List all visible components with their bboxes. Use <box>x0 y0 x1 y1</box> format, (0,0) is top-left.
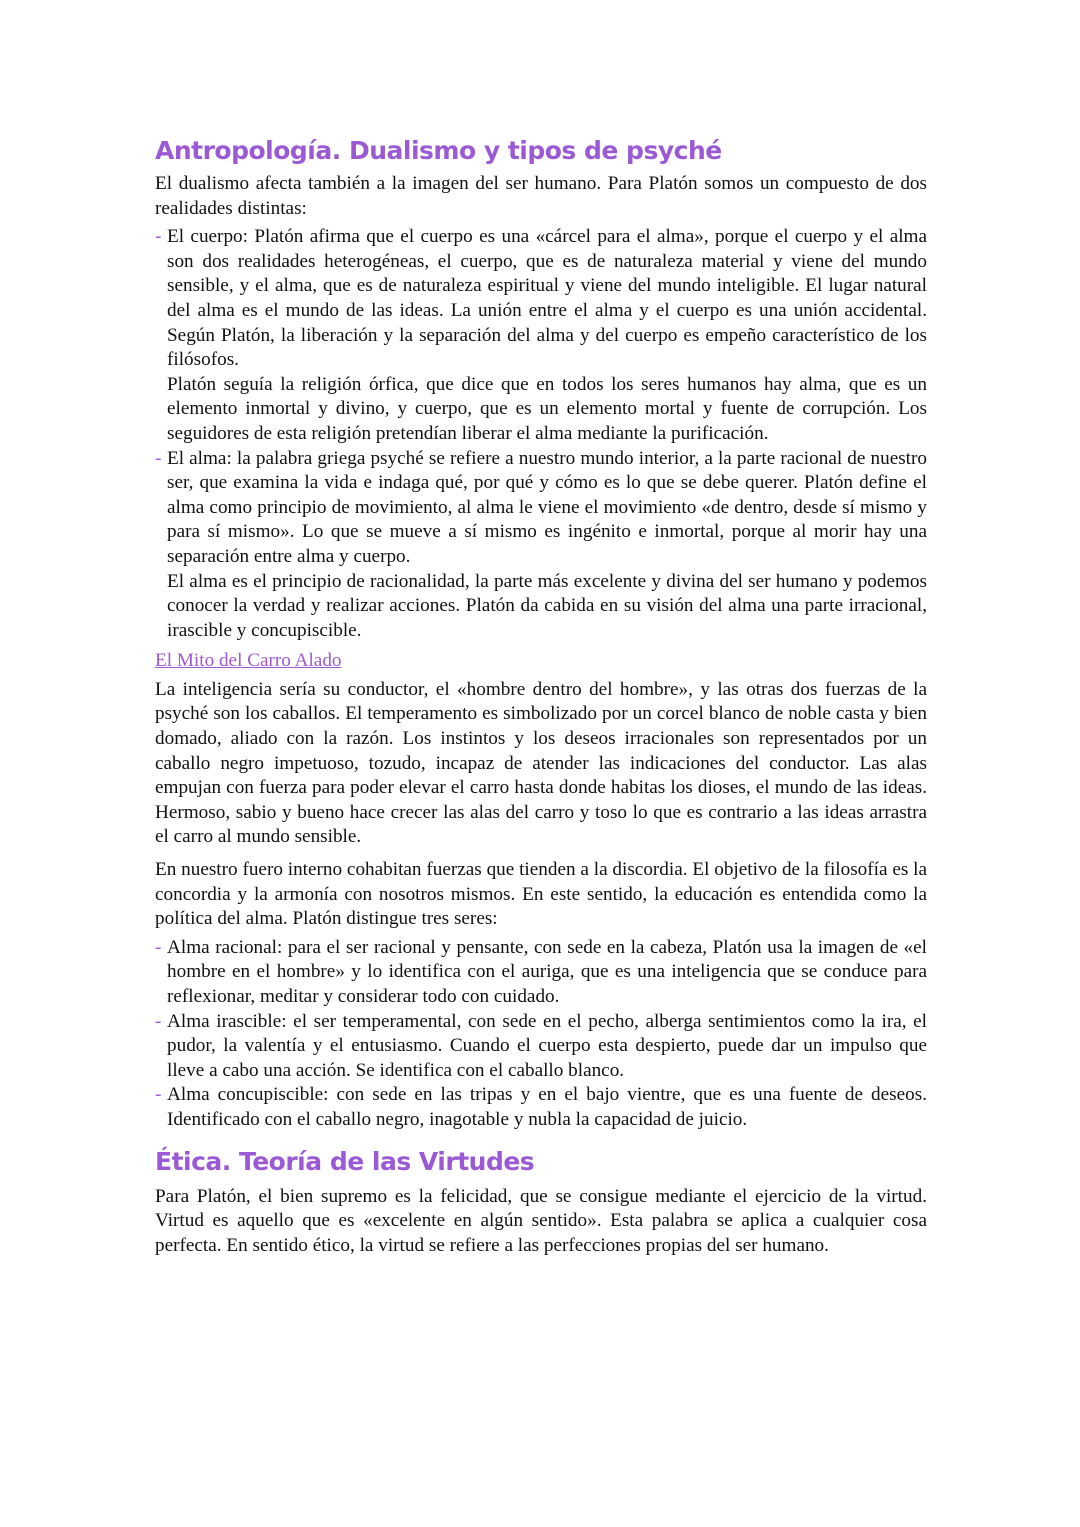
document-page <box>155 134 927 1258</box>
dualism-list <box>155 225 927 643</box>
body-paragraph-1: - El cuerpo: Platón afirma que el cuerpo es una «cárcel para el alma», porque el cuerpo y el alma son dos realidades heterogéneas, el cuerpo, que es de naturaleza material y viene del mundo sensible, y el alma, que es de naturaleza espiritual y viene del mundo inteligible. El lugar natural del alma es el mundo de las ideas. La unión entre el alma y el cuerpo es una unión accidental. Según Platón, la liberación y la separación del alma y del cuerpo es empeño característico de los filósofos. <box>167 226 927 371</box>
section-title-anthropology: Antropología. Dualismo y tipos de psyché <box>155 136 722 165</box>
list-item-irascible-soul: - Alma irascible: el ser temperamental, con sede en el pecho, alberga sentimientos como la ira, el pudor, la valentía y el entusiasmo. Cuando el cuerpo esta despierto, puede dar un impulso que lleve a cabo una acción. Se identifica con el caballo blanco. <box>155 1010 927 1084</box>
subheading-myth: El Mito del Carro Alado <box>155 650 342 672</box>
intro-paragraph: El dualismo afecta también a la imagen del ser humano. Para Platón somos un compuesto de dos realidades distintas: <box>155 173 927 219</box>
body-paragraph-2: Platón seguía la religión órfica, que dice que en todos los seres humanos hay alma, que es un elemento inmortal y divino, y cuerpo, que es un elemento mortal y fuente de corrupción. Los seguidores de esta religión pretendían liberar el alma mediante la purificación. <box>167 373 927 444</box>
list-item-body <box>155 225 927 446</box>
myth-paragraph-1: La inteligencia sería su conductor, el «hombre dentro del hombre», y las otras dos fuerzas de la psyché son los caballos. El temperamento es simbolizado por un corcel blanco de noble casta y bien domado, aliado con la razón. Los instintos y los deseos irracionales son representados por un caballo negro impetuoso, tozudo, incapaz de atender las indicaciones del conductor. Las alas empujan con fuerza para poder elevar el carro hasta donde habitas los dioses, el mundo de las ideas. Hermoso, sabio y bueno hace crecer las alas del carro y toso lo que es contrario a las ideas arrastra el carro al mundo sensible. <box>155 678 927 848</box>
soul-paragraph-2: El alma es el principio de racionalidad, la parte más excelente y divina del ser humano y podemos conocer la verdad y realizar acciones. Platón da cabida en su visión del alma una parte irracional, irascible y concupiscible. <box>167 570 927 641</box>
list-item-soul <box>155 447 927 644</box>
soul-paragraph-1: - El alma: la palabra griega psyché se refiere a nuestro mundo interior, a la parte racional de nuestro ser, que examina la vida e indaga qué, por qué y cómo es lo que se debe querer. Platón define el alma como principio de movimiento, al alma le viene el movimiento «de dentro, desde sí mismo y para sí mismo». Lo que se mueve a sí mismo es ingénito e inmortal, porque al morir hay una separación entre alma y cuerpo. <box>167 447 927 567</box>
souls-list <box>155 936 927 1133</box>
myth-paragraph-2: En nuestro fuero interno cohabitan fuerzas que tienden a la discordia. El objetivo de la filosofía es la concordia y la armonía con nosotros mismos. En este sentido, la educación es entendida como la política del alma. Platón distingue tres seres: <box>155 859 927 930</box>
list-item-concupiscible-soul: - Alma concupiscible: con sede en las tripas y en el bajo vientre, que es una fuente de deseos. Identificado con el caballo negro, inagotable y nubla la capacidad de juicio. <box>155 1083 927 1132</box>
list-item-rational-soul: - Alma racional: para el ser racional y pensante, con sede en la cabeza, Platón usa la imagen de «el hombre en el hombre» y lo identifica con el auriga, que es una inteligencia que se conduce para reflexionar, meditar y considerar todo con cuidado. <box>155 936 927 1010</box>
section-title-ethics: Ética. Teoría de las Virtudes <box>155 1146 535 1176</box>
ethics-paragraph: Para Platón, el bien supremo es la felicidad, que se consigue mediante el ejercicio de la virtud. Virtud es aquello que es «excelente en algún sentido». Esta palabra se aplica a cualquier cosa perfecta. En sentido ético, la virtud se refiere a las perfecciones propias del ser humano. <box>155 1185 927 1256</box>
